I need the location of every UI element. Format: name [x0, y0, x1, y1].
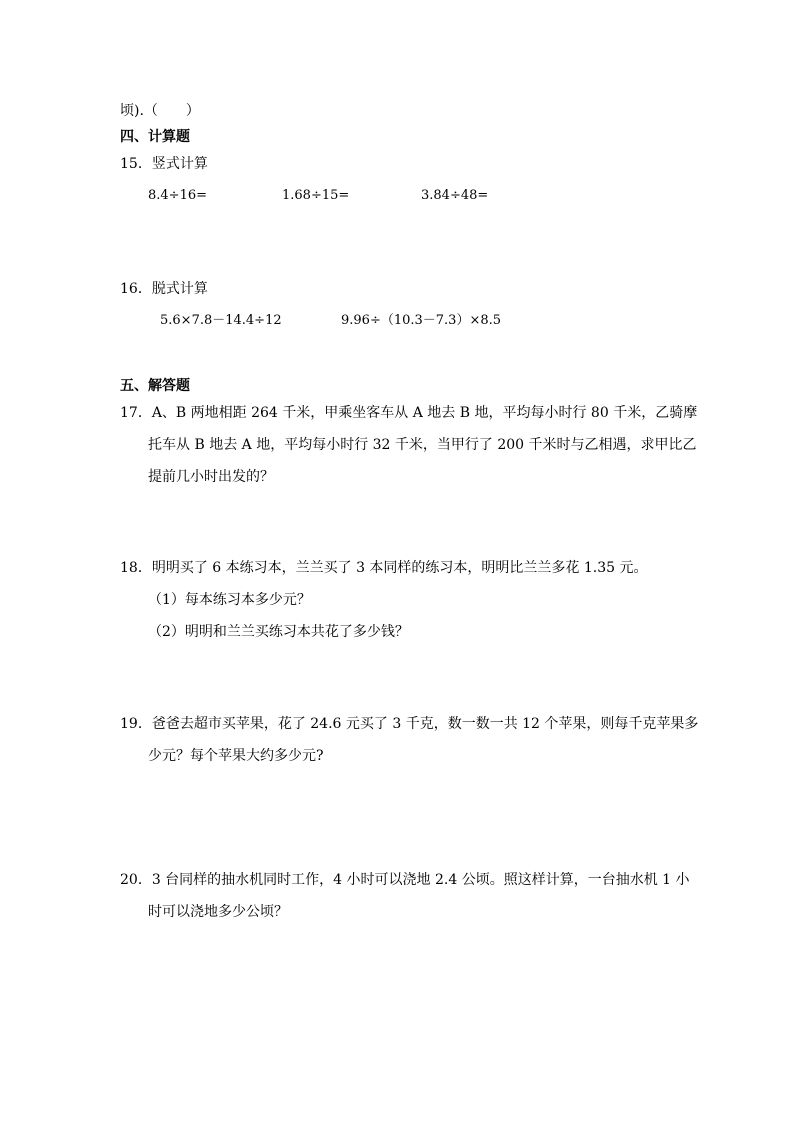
q17-line-1: 17．A、B 两地相距 264 千米，甲乘坐客车从 A 地去 B 地，平均每小时行 80 千米，乙骑摩 — [120, 405, 698, 421]
q15-expr-1: 8.4÷16= — [148, 188, 208, 203]
q15-label: 15．竖式计算 — [120, 156, 208, 172]
q15-expr-3: 3.84÷48= — [421, 188, 489, 203]
q18-sub-2: （2）明明和兰兰买练习本共花了多少钱？ — [148, 624, 409, 640]
q16-label: 16．脱式计算 — [120, 281, 208, 297]
section-5-title: 五、解答题 — [120, 378, 190, 394]
q15-expr-2: 1.68÷15= — [282, 188, 350, 203]
q19-line-1: 19．爸爸去超市买苹果，花了 24.6 元买了 3 千克，数一数一共 12 个苹果，则每千克苹果多 — [120, 716, 699, 732]
q18-line-1: 18．明明买了 6 本练习本，兰兰买了 3 本同样的练习本，明明比兰兰多花 1.35 元。 — [120, 560, 648, 576]
continued-line: 顷).（ ） — [120, 103, 200, 119]
q20-line-1: 20．3 台同样的抽水机同时工作，4 小时可以浇地 2.4 公顷。照这样计算，一台抽水机 1 小 — [120, 872, 690, 888]
q17-line-2: 托车从 B 地去 A 地，平均每小时行 32 千米，当甲行了 200 千米时与乙相遇，求甲比乙 — [148, 437, 697, 453]
q16-expr-1: 5.6×7.8－14.4÷12 — [160, 313, 282, 328]
q19-line-2: 少元？每个苹果大约多少元? — [148, 748, 324, 764]
q20-line-2: 时可以浇地多少公顷？ — [148, 904, 288, 920]
section-4-title: 四、计算题 — [120, 129, 190, 145]
q17-line-3: 提前几小时出发的？ — [148, 469, 274, 485]
q18-sub-1: （1）每本练习本多少元？ — [148, 592, 311, 608]
q16-expr-2: 9.96÷（10.3－7.3）×8.5 — [341, 313, 502, 328]
